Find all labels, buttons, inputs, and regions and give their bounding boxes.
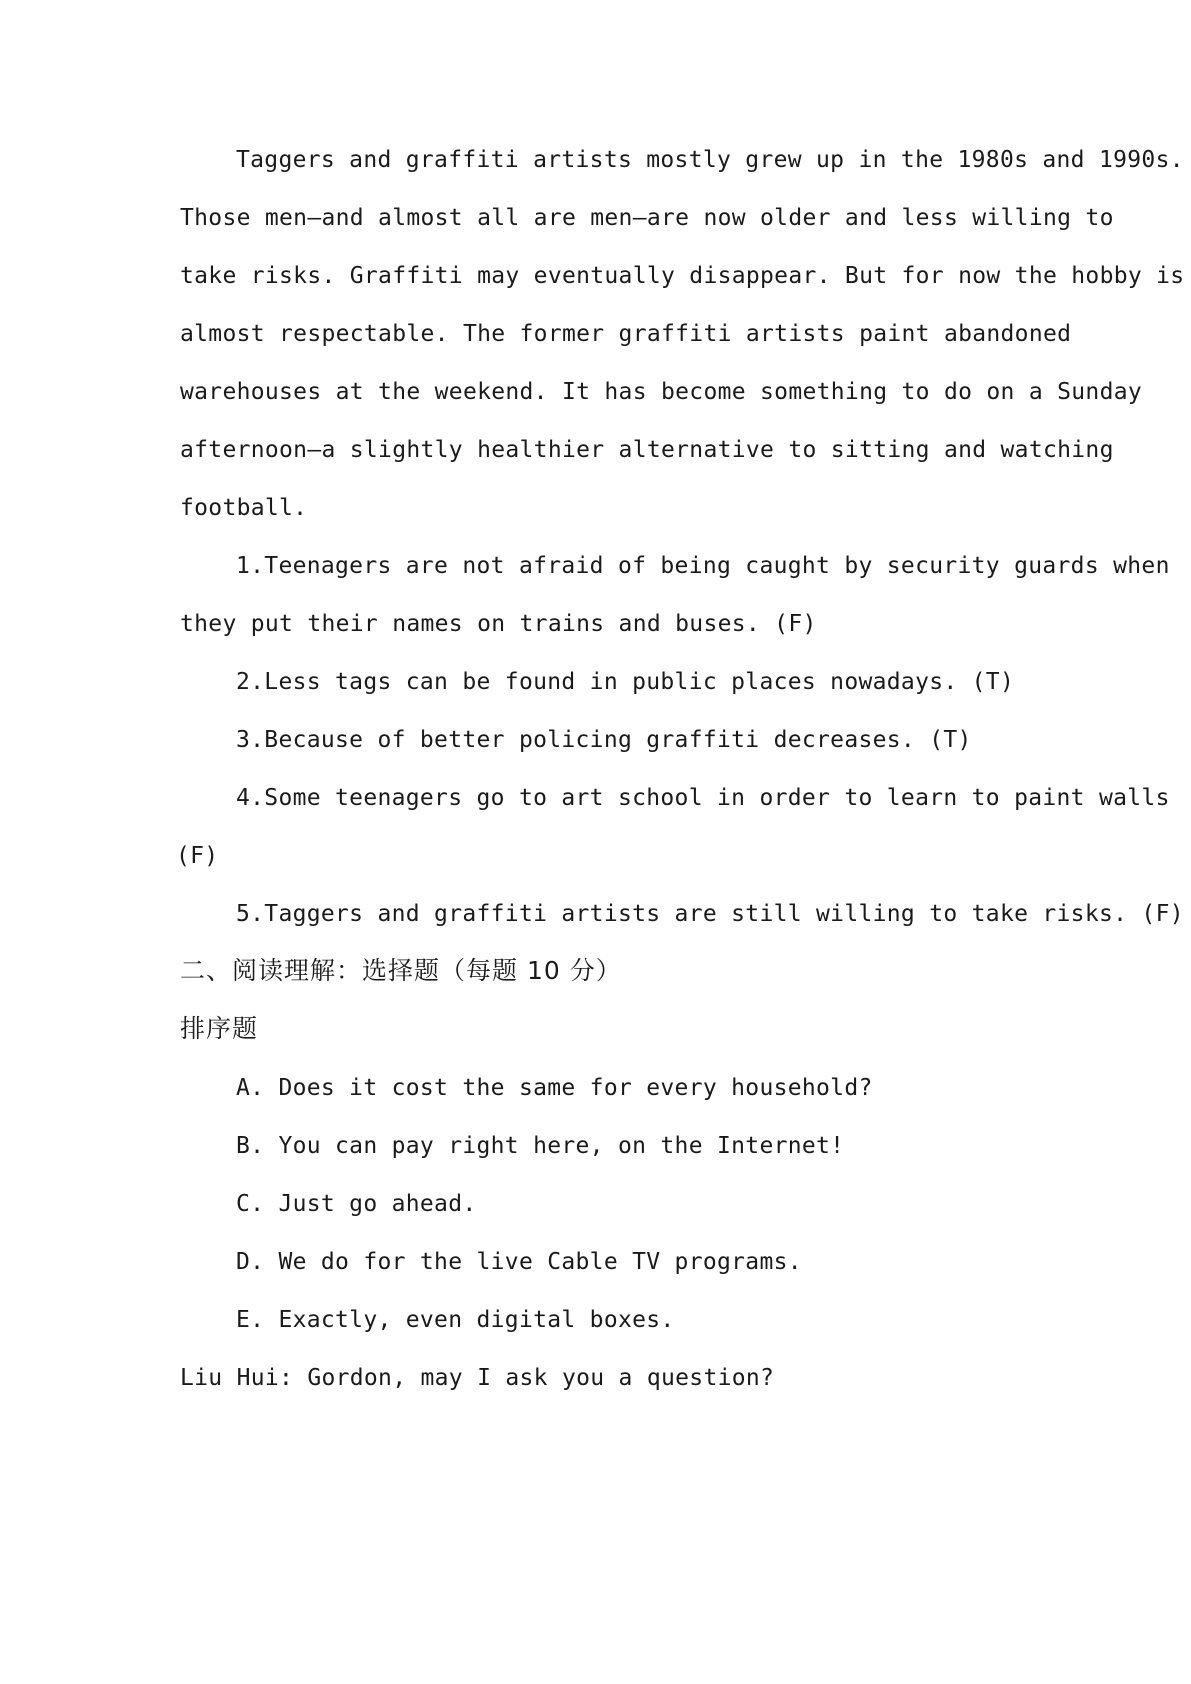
statement-1-line-1: 1.Teenagers are not afraid of being caught by security guards when xyxy=(236,553,1170,579)
statement-1-line-2: they put their names on trains and buses. (F) xyxy=(180,611,817,637)
passage-line-5: warehouses at the weekend. It has become something to do on a Sunday xyxy=(180,379,1143,405)
passage-line-6: afternoon—a slightly healthier alternative to sitting and watching xyxy=(180,437,1114,463)
passage-line-2: Those men—and almost all are men—are now older and less willing to xyxy=(180,205,1114,231)
passage-line-7: football. xyxy=(180,495,308,521)
section-heading: 二、阅读理解：选择题（每题 10 分） xyxy=(180,956,622,985)
statement-5: 5.Taggers and graffiti artists are still willing to take risks. (F) xyxy=(236,901,1184,927)
dialogue-line: Liu Hui: Gordon, may I ask you a question? xyxy=(180,1365,775,1391)
option-b: B. You can pay right here, on the Internet! xyxy=(236,1133,845,1159)
option-c: C. Just go ahead. xyxy=(236,1191,477,1217)
statement-3: 3.Because of better policing graffiti decreases. (T) xyxy=(236,727,972,753)
option-d: D. We do for the live Cable TV programs. xyxy=(236,1249,802,1275)
passage-line-4: almost respectable. The former graffiti artists paint abandoned xyxy=(180,321,1072,347)
passage-line-1: Taggers and graffiti artists mostly grew up in the 1980s and 1990s. xyxy=(236,147,1184,173)
option-e: E. Exactly, even digital boxes. xyxy=(236,1307,675,1333)
statement-4-line-2: (F) xyxy=(176,843,219,869)
statement-4-line-1: 4.Some teenagers go to art school in order to learn to paint walls xyxy=(236,785,1170,811)
section-subheading: 排序题 xyxy=(180,1014,259,1043)
passage-line-3: take risks. Graffiti may eventually disappear. But for now the hobby is xyxy=(180,263,1185,289)
statement-2: 2.Less tags can be found in public places nowadays. (T) xyxy=(236,669,1015,695)
option-a: A. Does it cost the same for every household? xyxy=(236,1075,873,1101)
